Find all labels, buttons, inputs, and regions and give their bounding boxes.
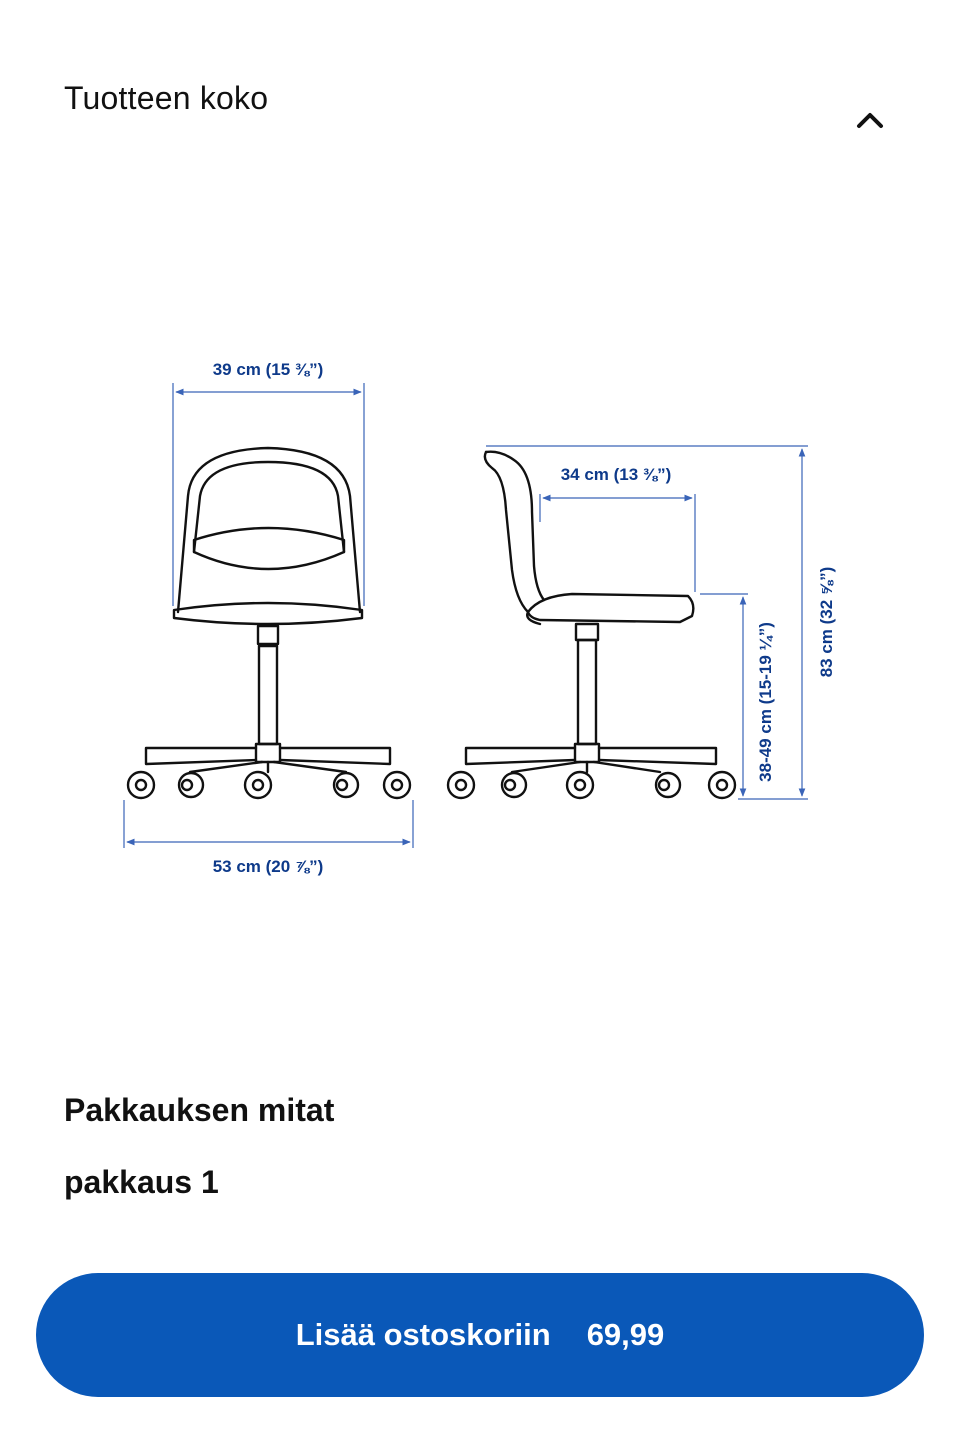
chair-front-view — [128, 448, 410, 798]
package-dimensions-title: Pakkauksen mitat — [64, 1092, 335, 1128]
total-height-dimension-label: 83 cm (32 ⅝”) — [817, 566, 836, 678]
section-title: Tuotteen koko — [64, 80, 269, 116]
product-size-section-header[interactable] — [0, 0, 960, 160]
depth-dimension-label: 34 cm (13 ⅜”) — [560, 465, 672, 484]
chair-dimension-diagram — [0, 330, 960, 910]
add-to-cart-button[interactable] — [36, 1273, 924, 1397]
width-dimension-label: 39 cm (15 ⅜”) — [212, 360, 324, 379]
base-width-dimension-label: 53 cm (20 ⅞”) — [212, 857, 324, 876]
seat-height-dimension-label: 38-49 cm (15-19 ¼”) — [756, 622, 775, 782]
package-label[interactable]: pakkaus 1 — [64, 1164, 219, 1200]
add-to-cart-label: Lisää ostoskoriin — [295, 1317, 551, 1352]
chevron-up-icon[interactable] — [846, 96, 894, 144]
chair-side-view — [448, 452, 735, 798]
price-label: 69,99 — [586, 1317, 665, 1352]
